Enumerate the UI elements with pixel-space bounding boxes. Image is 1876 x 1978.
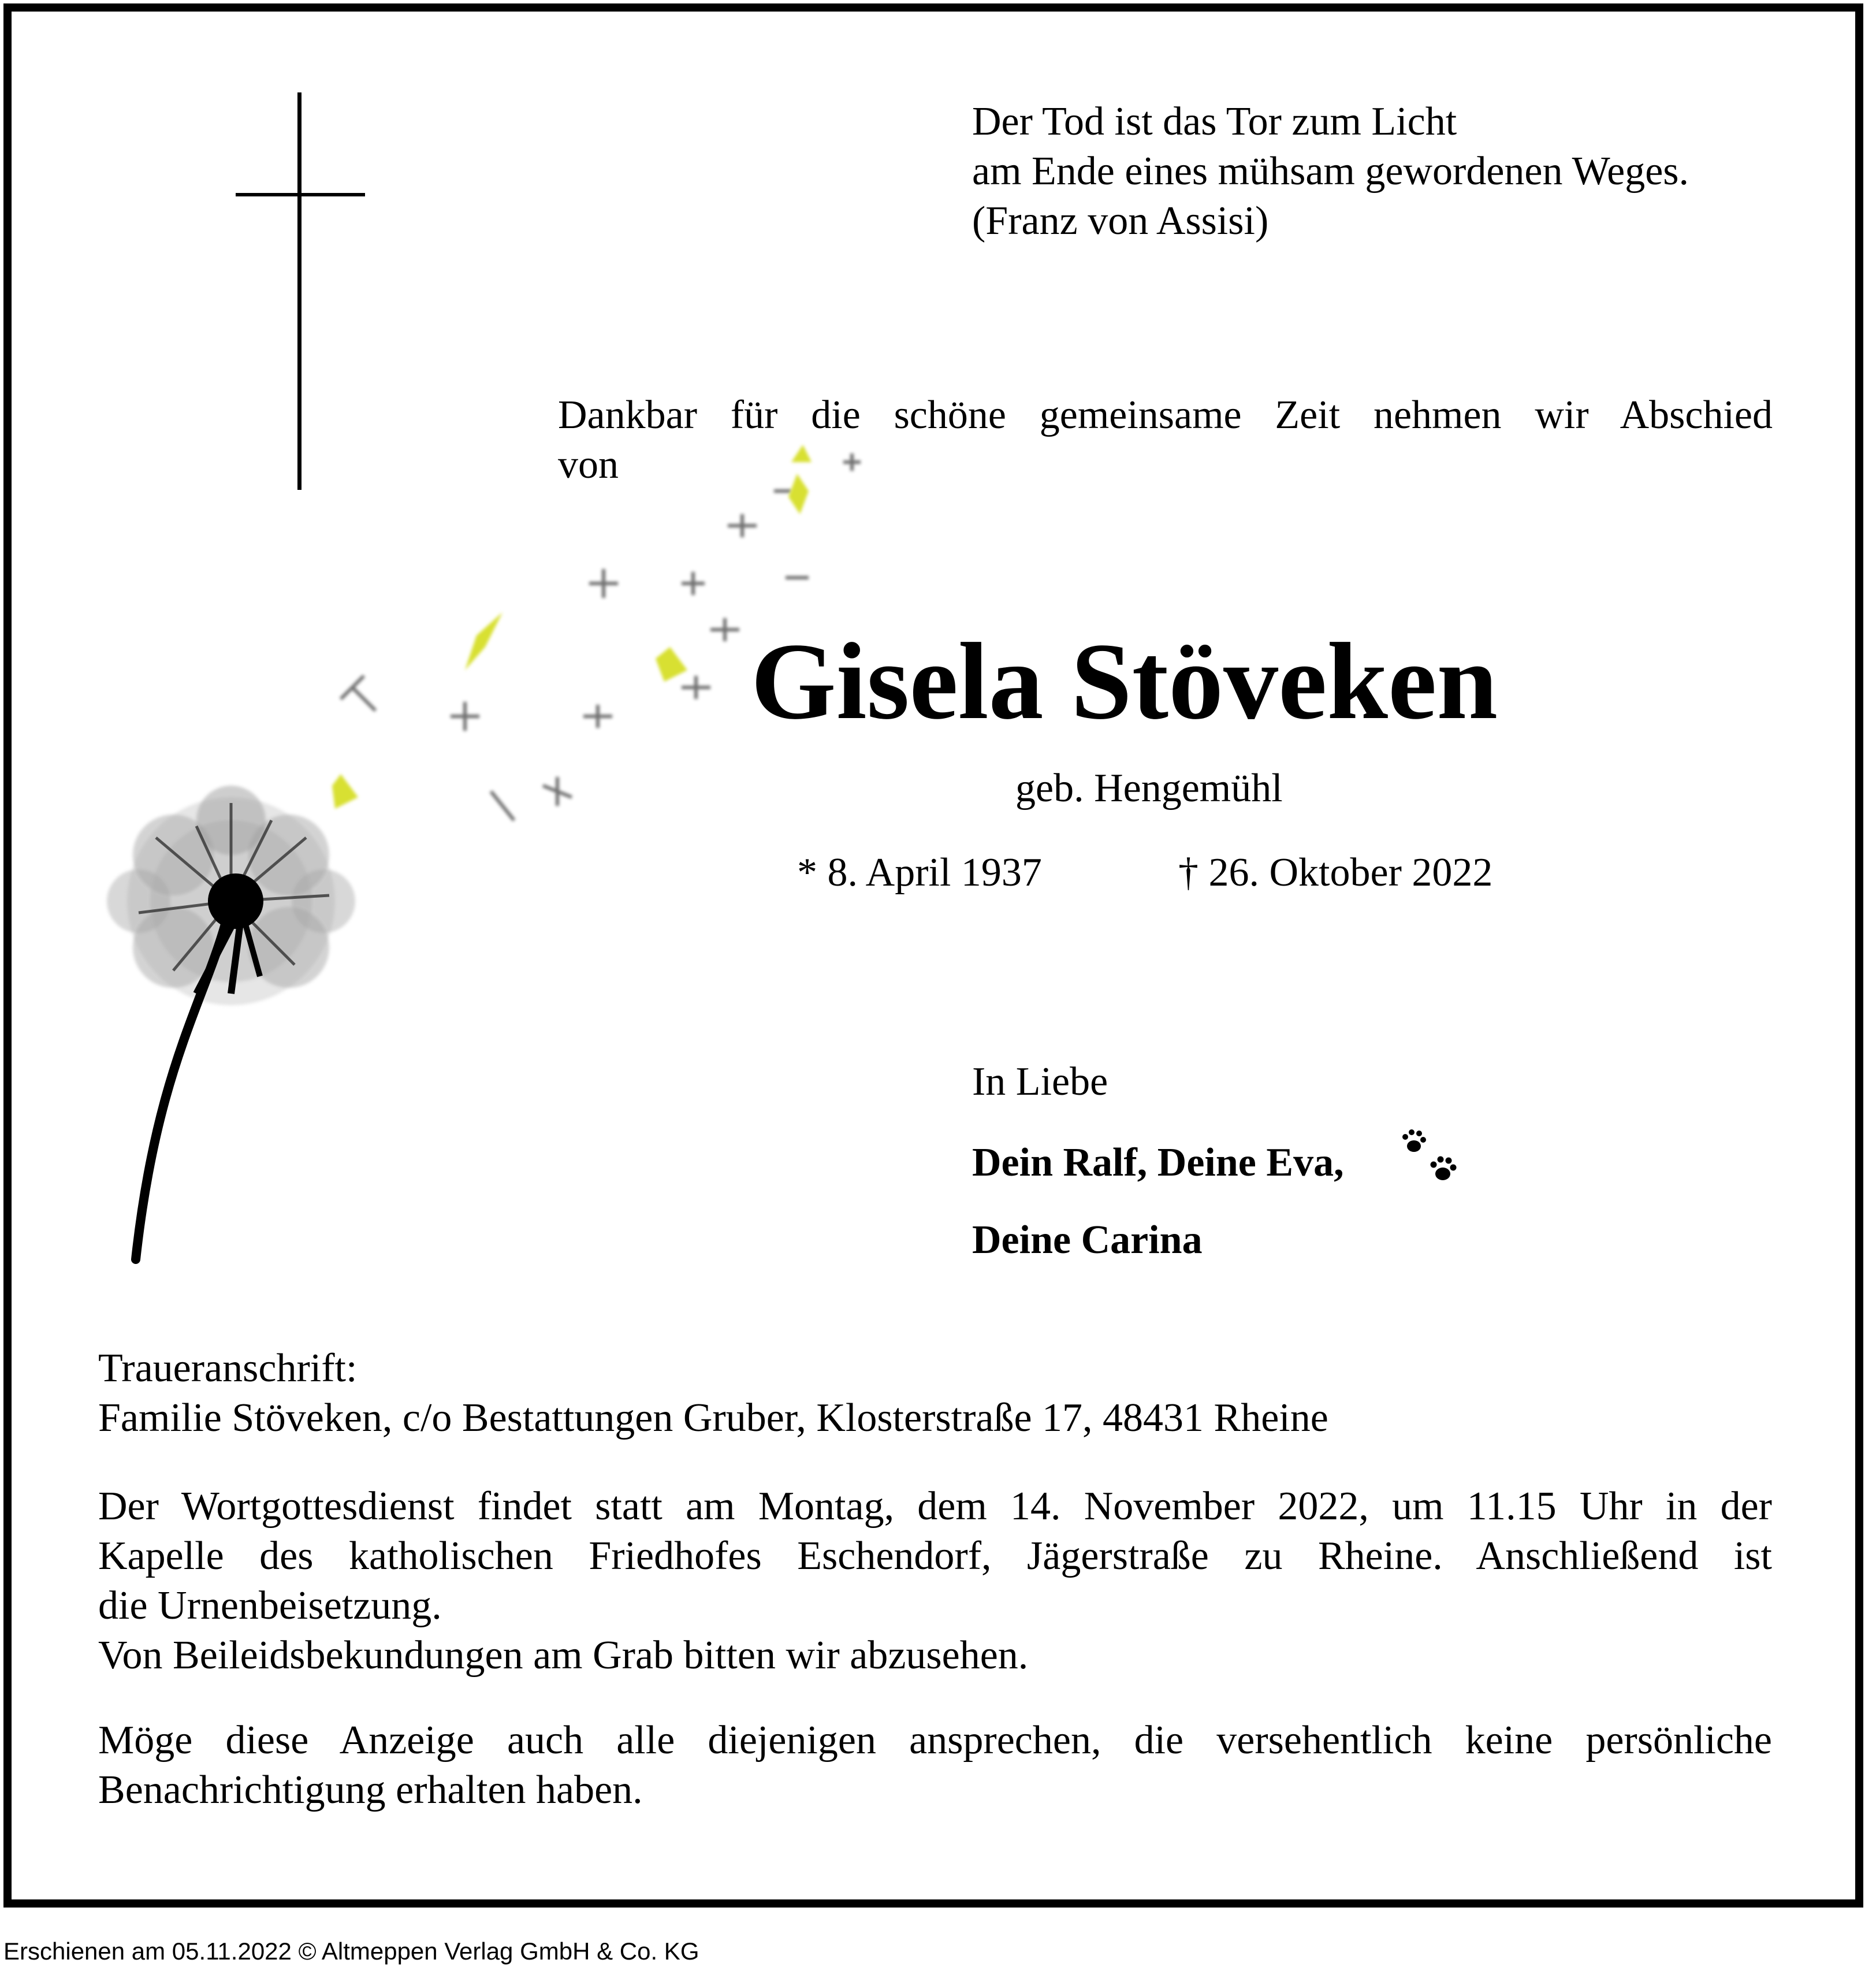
quote-line: am Ende eines mühsam gewordenen Weges. [972, 149, 1689, 194]
service-info [98, 1482, 1772, 1680]
service-line: Kapelle des katholischen Friedhofes Eschendorf, Jägerstraße zu Rheine. Anschließend ist [98, 1534, 1772, 1578]
quote-line: Der Tod ist das Tor zum Licht [972, 99, 1457, 144]
intro-line: von [558, 443, 619, 487]
signer-line: Dein Ralf, Deine Eva, [972, 1140, 1344, 1185]
signer-line: Deine Carina [972, 1218, 1203, 1262]
publication-footer: Erschienen am 05.11.2022 © Altmeppen Verlag GmbH & Co. KG [3, 1938, 699, 1965]
dandelion-illustration [87, 439, 895, 1271]
address-label: Traueranschrift: [98, 1346, 358, 1390]
service-line: Der Wortgottesdienst findet statt am Montag, dem 14. November 2022, um 11.15 Uhr in der [98, 1484, 1772, 1529]
quote-attribution: (Franz von Assisi) [972, 199, 1269, 243]
intro-line: Dankbar für die schöne gemeinsame Zeit nehmen wir Abschied [558, 393, 1773, 437]
cross-icon [231, 92, 370, 491]
paw-prints-icon [1398, 1126, 1467, 1196]
service-line: die Urnenbeisetzung. [98, 1583, 442, 1628]
notice-line: Benachrichtigung erhalten haben. [98, 1768, 643, 1812]
notice-text [98, 1716, 1772, 1815]
mourning-address [98, 1344, 1773, 1443]
notice-line: Möge diese Anzeige auch alle diejenigen ansprechen, die versehentlich keine persönliche [98, 1718, 1772, 1763]
signers [972, 1138, 1344, 1293]
quote [972, 97, 1781, 246]
closing-phrase: In Liebe [972, 1059, 1108, 1104]
birth-date: * 8. April 1937 [797, 850, 1042, 895]
death-date: † 26. Oktober 2022 [1178, 850, 1493, 895]
intro-text [558, 391, 1773, 490]
service-note: Von Beileidsbekundungen am Grab bitten wir abzusehen. [98, 1633, 1029, 1678]
deceased-name: Gisela Stöveken [751, 621, 1498, 742]
maiden-name: geb. Hengemühl [1015, 766, 1283, 810]
address-value: Familie Stöveken, c/o Bestattungen Gruber, Klosterstraße 17, 48431 Rheine [98, 1396, 1328, 1440]
